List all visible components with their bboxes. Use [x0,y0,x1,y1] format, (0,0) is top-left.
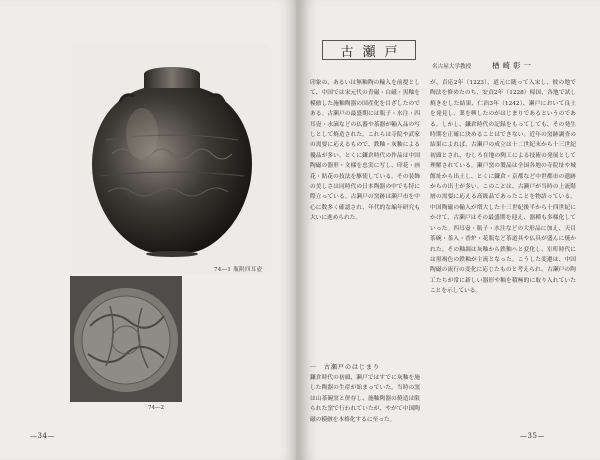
author-affiliation: 名古屋大学教授 [432,64,472,70]
body-text-1b: 鎌倉時代の初頭、瀬戸ではすでに灰釉を施した陶器の生産が始まっていた。当時の窯は山茶碗窯と併存し、施釉陶器の焼造は限られた窯で行われていたが、やがて中国陶磁の模倣を本格化するに至った。 [310,375,420,423]
body-column-1 [310,78,420,224]
section-heading: 一 古瀬戸のはじまり [310,364,381,371]
body-text-2: が、貞応2年（1223）、道元に随って入宋し、彼の地で陶法を修めたのち、安貞2年（1228）帰国、各地で試し焼きをした結果、仁治3年（1242）、瀬戸において良土を発見し、業を興したのがはじまりであるというのである。しかし、鎌倉時代の記録をもってしても、その発生時期を正確に決めることはできない。近年の窯跡調査の結果によれば、古瀬戸の成立は十二世紀末から十三世紀初頭とされ、むしろ在地の陶工による技術の発展として理解されている。瀬戸窯の製品は全国各地の寺院址や城館址から出土し、とくに鎌倉・京都など中世都市の遺跡からの出土が多い。このことは、古瀬戸が当時の上流階層の需要に応える高級品であったことを物語っている。中国陶磁の輸入が増大した十三世紀後半から十四世紀にかけて、古瀬戸はその最盛期を迎え、器種も多様化していった。四耳壺・瓶子・水注などの大形品に加え、天目茶碗・茶入・香炉・花瓶など茶道具や仏具が盛んに焼かれた。その釉調は灰釉から鉄釉へと変化し、室町時代には黒褐色の鉄釉が主流となった。こうした変遷は、中国陶磁の流行の変化に応じたものと考えられ、古瀬戸の陶工たちが常に新しい器形や釉を積極的に取り入れていたことを示している。 [430,80,576,295]
jar-photo [72,44,268,274]
article-title: 古瀬戸 [322,40,416,60]
body-column-1b [310,373,420,425]
body-text-1: 印象の、あるいは無釉陶の輸入を前提として、中国では宋元代の青磁・白磁・黒釉を模倣した施釉陶器の国産化を目ざしたのである。古瀬戸の最盛期には瓶子・水注・四耳壺・水滴などの仏器や茶器が輸入品の写しとして焼造された。これらは寺院や武家の需要に応えるもので、鉄釉・灰釉による優品が多い。とくに鎌倉時代の作品は中国陶磁の器形・文様を忠実に写し、印花・画花・貼花の技法を駆使している。その装飾の美しさは同時代の日本陶器の中でも特に際立っている。古瀬戸の窯跡は瀬戸市を中心に数多く確認され、年代的な編年研究も大いに進められた。 [310,80,420,222]
four-handled-jar-image [72,44,268,274]
decorated-plate-image [70,276,182,402]
plate-photo [70,276,182,402]
body-column-2 [430,78,576,297]
author-name: 楢崎彰一 [492,61,534,70]
left-page [0,0,298,460]
page-number-left: —34— [30,432,55,440]
plate-caption: 74—2 [148,405,164,411]
page-number-right: —35— [520,432,545,440]
jar-caption: 74—1 瓶附四耳壺 [214,267,263,273]
